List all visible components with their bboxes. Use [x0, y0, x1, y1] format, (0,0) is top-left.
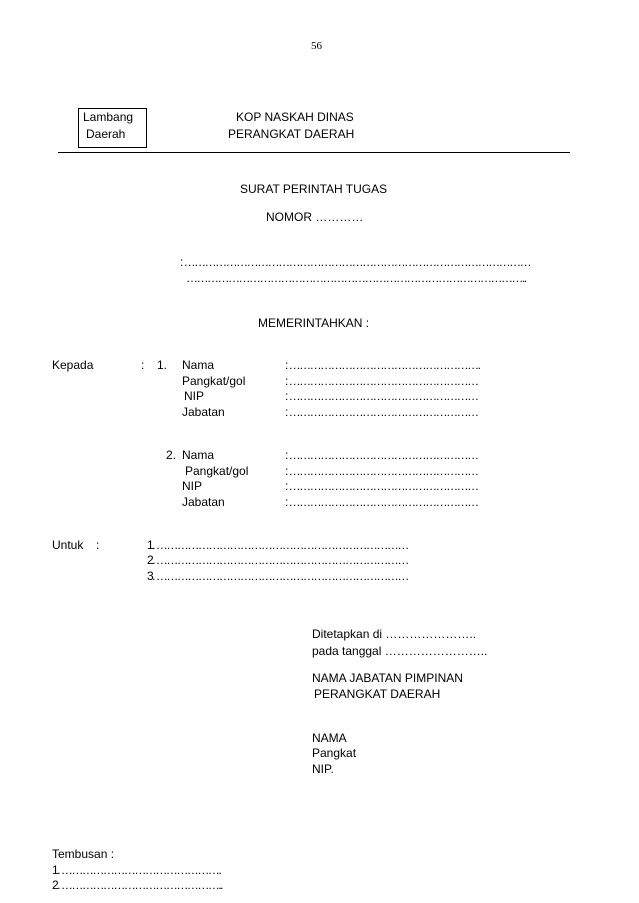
tembusan-item-2: 2. ………………………………………..: [52, 878, 223, 892]
person-2-position-label: Jabatan: [182, 495, 225, 509]
person-1-nip-label: NIP: [184, 389, 205, 403]
person-1-position-label: Jabatan: [182, 405, 225, 419]
person-2-rank-label: Pangkat/gol: [185, 464, 249, 478]
person-2-rank-value: : ………………………………………………: [285, 464, 478, 478]
person-2-position-value: : ………………………………………………: [285, 495, 478, 509]
basis-line-2: ……………………………………………………………………………………..: [186, 271, 526, 285]
person-1-rank-value: : ………………………………………………: [285, 374, 478, 388]
person-2-nip-label: NIP: [182, 479, 203, 493]
person-1-name-value: : ……………………………………………….: [285, 358, 480, 372]
logo-label-line2: Daerah: [86, 127, 126, 141]
signature-place: Ditetapkan di …………………..: [312, 627, 477, 641]
person-1-position-value: : ………………………………………………: [285, 405, 478, 419]
kepada-colon: :: [141, 358, 145, 372]
document-title: SURAT PERINTAH TUGAS: [240, 182, 388, 196]
person-2-index: 2.: [166, 448, 177, 462]
order-heading: MEMERINTAHKAN :: [258, 316, 370, 330]
untuk-item-2: 2. ………………………………………………………………: [147, 553, 408, 567]
logo-label-line1: Lambang: [83, 110, 134, 124]
letterhead-title-line2: PERANGKAT DAERAH: [228, 127, 355, 141]
untuk-colon: :: [96, 538, 100, 552]
untuk-label: Untuk: [52, 538, 84, 552]
person-2-name-value: : ………………………………………………: [285, 448, 478, 462]
signature-name: NAMA: [312, 731, 347, 745]
kepada-label: Kepada: [52, 358, 94, 372]
basis-line-1: : ………………………………………………………………………………………: [180, 255, 531, 269]
letterhead-title-line1: KOP NASKAH DINAS: [236, 110, 354, 124]
person-1-name-label: Nama: [182, 358, 215, 372]
untuk-item-3: 3. ………………………………………………………………: [147, 569, 408, 583]
untuk-item-1: 1. ………………………………………………………………: [147, 538, 408, 552]
signature-rank: Pangkat: [312, 746, 357, 760]
signature-date: pada tanggal ……………………..: [312, 644, 488, 658]
person-1-nip-value: : ………………………………………………: [285, 389, 478, 403]
signature-position-line2: PERANGKAT DAERAH: [314, 687, 441, 701]
person-1-rank-label: Pangkat/gol: [182, 374, 246, 388]
letterhead-divider: [58, 152, 570, 153]
signature-nip: NIP.: [312, 762, 334, 776]
tembusan-item-1: 1. ……………………………………….: [52, 863, 221, 877]
document-number: NOMOR …………: [266, 210, 364, 224]
person-1-index: 1.: [157, 358, 168, 372]
tembusan-label: Tembusan :: [52, 847, 115, 861]
person-2-nip-value: : ………………………………………………: [285, 479, 478, 493]
person-2-name-label: Nama: [182, 448, 215, 462]
page-number: 56: [311, 40, 322, 52]
signature-position-line1: NAMA JABATAN PIMPINAN: [312, 671, 463, 685]
